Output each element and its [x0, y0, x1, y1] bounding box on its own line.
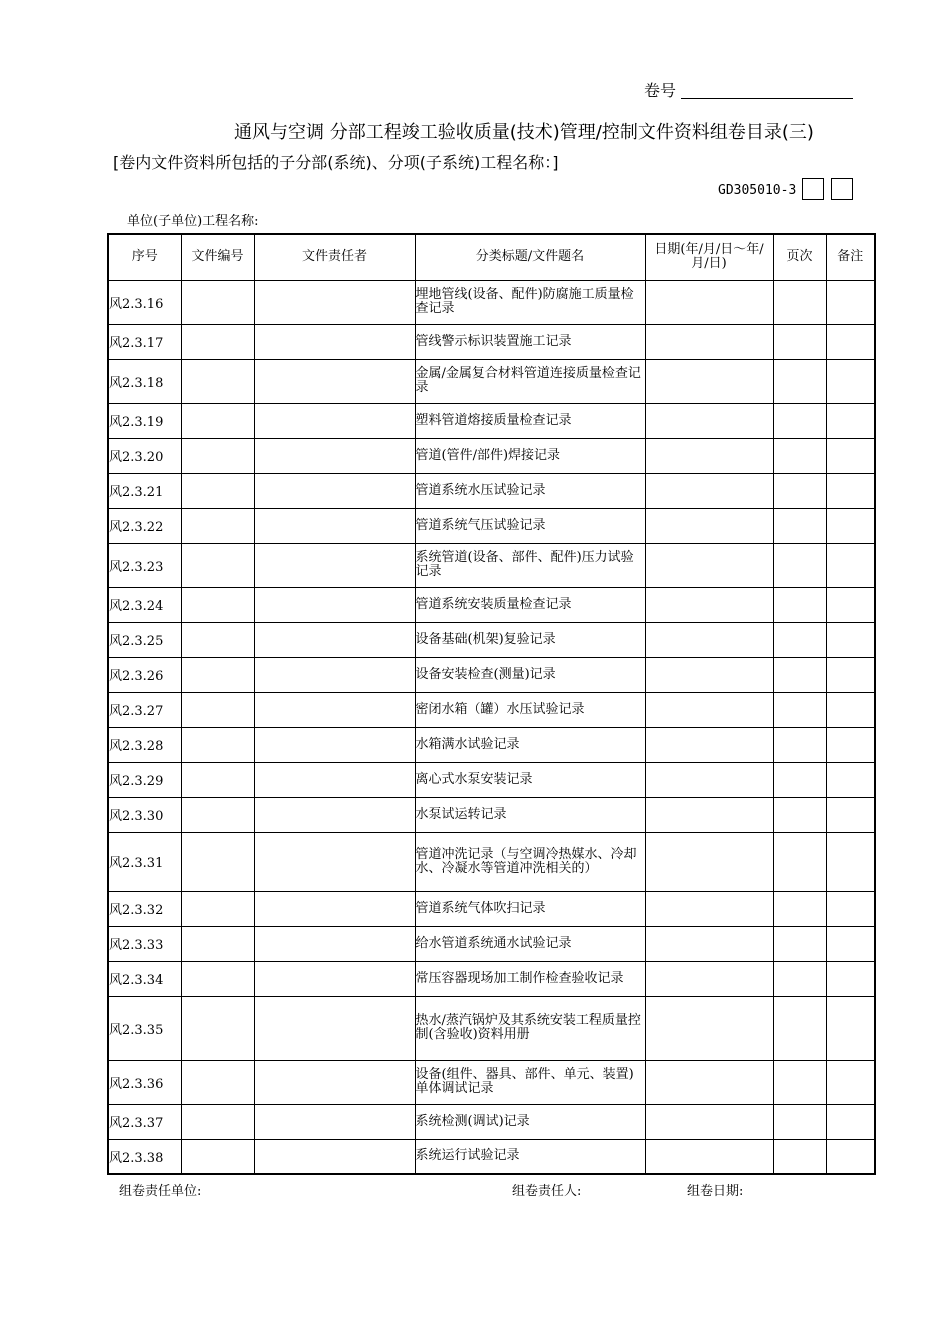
row-pages — [773, 587, 826, 622]
row-date — [645, 1104, 773, 1139]
footer-person-label: 组卷责任人: — [512, 1184, 582, 1199]
code-box-1 — [802, 178, 824, 200]
row-date — [645, 762, 773, 797]
row-pages — [773, 473, 826, 508]
row-pages — [773, 762, 826, 797]
row-date — [645, 587, 773, 622]
row-date — [645, 324, 773, 359]
row-pages — [773, 508, 826, 543]
unit-name-label: 单位(子单位)工程名称: — [127, 214, 259, 229]
row-pages — [773, 832, 826, 891]
row-number: 风2.3.24 — [108, 587, 181, 622]
row-title: 管道系统安装质量检查记录 — [415, 587, 645, 622]
row-title: 管线警示标识装置施工记录 — [415, 324, 645, 359]
row-responsible — [254, 438, 415, 473]
row-remarks — [826, 622, 875, 657]
row-pages — [773, 1104, 826, 1139]
col-header-title: 分类标题/文件题名 — [415, 234, 645, 280]
row-pages — [773, 359, 826, 403]
row-title: 管道系统水压试验记录 — [415, 473, 645, 508]
row-date — [645, 727, 773, 762]
row-remarks — [826, 657, 875, 692]
row-responsible — [254, 403, 415, 438]
row-responsible — [254, 961, 415, 996]
row-title: 塑料管道熔接质量检查记录 — [415, 403, 645, 438]
row-responsible — [254, 797, 415, 832]
table-row — [108, 762, 875, 797]
col-header-responsible: 文件责任者 — [254, 234, 415, 280]
table-row — [108, 727, 875, 762]
row-file-code — [181, 324, 254, 359]
row-date — [645, 280, 773, 324]
row-title: 系统运行试验记录 — [415, 1139, 645, 1174]
table-row — [108, 1060, 875, 1104]
row-title: 密闭水箱（罐）水压试验记录 — [415, 692, 645, 727]
row-date — [645, 832, 773, 891]
row-file-code — [181, 403, 254, 438]
row-number: 风2.3.22 — [108, 508, 181, 543]
row-responsible — [254, 473, 415, 508]
row-title: 离心式水泵安装记录 — [415, 762, 645, 797]
row-file-code — [181, 473, 254, 508]
footer-unit-label: 组卷责任单位: — [119, 1184, 202, 1199]
row-date — [645, 1060, 773, 1104]
row-number: 风2.3.29 — [108, 762, 181, 797]
row-file-code — [181, 692, 254, 727]
table-row — [108, 1139, 875, 1174]
row-number: 风2.3.33 — [108, 926, 181, 961]
row-pages — [773, 1060, 826, 1104]
row-title: 埋地管线(设备、配件)防腐施工质量检查记录 — [415, 280, 645, 324]
row-remarks — [826, 473, 875, 508]
row-number: 风2.3.28 — [108, 727, 181, 762]
row-date — [645, 891, 773, 926]
row-pages — [773, 403, 826, 438]
row-number: 风2.3.35 — [108, 996, 181, 1060]
row-remarks — [826, 543, 875, 587]
row-pages — [773, 280, 826, 324]
row-date — [645, 403, 773, 438]
row-file-code — [181, 926, 254, 961]
table-row — [108, 280, 875, 324]
row-responsible — [254, 1139, 415, 1174]
row-remarks — [826, 797, 875, 832]
row-title: 常压容器现场加工制作检查验收记录 — [415, 961, 645, 996]
file-index-table — [107, 233, 876, 1175]
row-date — [645, 508, 773, 543]
row-title: 设备(组件、器具、部件、单元、装置)单体调试记录 — [415, 1060, 645, 1104]
table-row — [108, 622, 875, 657]
row-number: 风2.3.37 — [108, 1104, 181, 1139]
row-file-code — [181, 359, 254, 403]
row-date — [645, 1139, 773, 1174]
form-code: GD305010-3 — [718, 183, 797, 198]
table-row — [108, 403, 875, 438]
row-responsible — [254, 762, 415, 797]
table-row — [108, 324, 875, 359]
row-responsible — [254, 324, 415, 359]
row-date — [645, 473, 773, 508]
row-responsible — [254, 926, 415, 961]
row-pages — [773, 891, 826, 926]
row-date — [645, 961, 773, 996]
row-file-code — [181, 657, 254, 692]
row-remarks — [826, 692, 875, 727]
row-responsible — [254, 280, 415, 324]
table-row — [108, 692, 875, 727]
row-pages — [773, 727, 826, 762]
col-header-remarks: 备注 — [826, 234, 875, 280]
row-number: 风2.3.21 — [108, 473, 181, 508]
row-file-code — [181, 438, 254, 473]
row-title: 给水管道系统通水试验记录 — [415, 926, 645, 961]
row-date — [645, 996, 773, 1060]
row-file-code — [181, 543, 254, 587]
row-responsible — [254, 543, 415, 587]
code-box-2 — [831, 178, 853, 200]
row-remarks — [826, 1104, 875, 1139]
row-pages — [773, 438, 826, 473]
row-file-code — [181, 832, 254, 891]
row-responsible — [254, 996, 415, 1060]
row-pages — [773, 996, 826, 1060]
row-file-code — [181, 727, 254, 762]
table-row — [108, 587, 875, 622]
row-remarks — [826, 587, 875, 622]
row-remarks — [826, 926, 875, 961]
row-file-code — [181, 1060, 254, 1104]
row-pages — [773, 543, 826, 587]
row-number: 风2.3.34 — [108, 961, 181, 996]
row-responsible — [254, 587, 415, 622]
row-number: 风2.3.38 — [108, 1139, 181, 1174]
footer-date-label: 组卷日期: — [687, 1184, 744, 1199]
row-date — [645, 359, 773, 403]
row-pages — [773, 657, 826, 692]
row-responsible — [254, 657, 415, 692]
row-title: 管道系统气体吹扫记录 — [415, 891, 645, 926]
table-row — [108, 473, 875, 508]
row-file-code — [181, 622, 254, 657]
row-title: 热水/蒸汽锅炉及其系统安装工程质量控制(含验收)资料用册 — [415, 996, 645, 1060]
row-date — [645, 622, 773, 657]
row-remarks — [826, 1060, 875, 1104]
row-number: 风2.3.18 — [108, 359, 181, 403]
row-file-code — [181, 961, 254, 996]
row-title: 水箱满水试验记录 — [415, 727, 645, 762]
row-number: 风2.3.16 — [108, 280, 181, 324]
row-number: 风2.3.26 — [108, 657, 181, 692]
volume-number-line — [681, 98, 853, 99]
row-title: 系统检测(调试)记录 — [415, 1104, 645, 1139]
row-responsible — [254, 622, 415, 657]
row-remarks — [826, 961, 875, 996]
col-header-no: 序号 — [108, 234, 181, 280]
row-remarks — [826, 727, 875, 762]
row-title: 系统管道(设备、部件、配件)压力试验记录 — [415, 543, 645, 587]
row-pages — [773, 622, 826, 657]
table-row — [108, 359, 875, 403]
row-responsible — [254, 1104, 415, 1139]
table-row — [108, 832, 875, 891]
row-title: 管道系统气压试验记录 — [415, 508, 645, 543]
row-title: 设备安装检查(测量)记录 — [415, 657, 645, 692]
row-responsible — [254, 692, 415, 727]
row-pages — [773, 961, 826, 996]
row-responsible — [254, 891, 415, 926]
row-file-code — [181, 762, 254, 797]
row-number: 风2.3.17 — [108, 324, 181, 359]
table-row — [108, 891, 875, 926]
row-remarks — [826, 280, 875, 324]
row-title: 水泵试运转记录 — [415, 797, 645, 832]
row-remarks — [826, 438, 875, 473]
row-number: 风2.3.31 — [108, 832, 181, 891]
row-number: 风2.3.36 — [108, 1060, 181, 1104]
row-file-code — [181, 891, 254, 926]
row-responsible — [254, 1060, 415, 1104]
row-remarks — [826, 508, 875, 543]
table-row — [108, 508, 875, 543]
row-remarks — [826, 359, 875, 403]
row-pages — [773, 1139, 826, 1174]
table-row — [108, 996, 875, 1060]
table-header-row — [108, 234, 875, 280]
table-row — [108, 657, 875, 692]
row-file-code — [181, 996, 254, 1060]
row-number: 风2.3.25 — [108, 622, 181, 657]
row-file-code — [181, 1139, 254, 1174]
table-row — [108, 961, 875, 996]
row-title: 管道冲洗记录（与空调冷热媒水、冷却水、冷凝水等管道冲洗相关的） — [415, 832, 645, 891]
row-responsible — [254, 727, 415, 762]
row-remarks — [826, 996, 875, 1060]
col-header-date: 日期(年/月/日～年/月/日) — [645, 234, 773, 280]
row-number: 风2.3.19 — [108, 403, 181, 438]
volume-label: 卷号 — [644, 81, 677, 100]
row-number: 风2.3.20 — [108, 438, 181, 473]
table-row — [108, 1104, 875, 1139]
row-date — [645, 926, 773, 961]
row-pages — [773, 692, 826, 727]
row-remarks — [826, 324, 875, 359]
row-file-code — [181, 1104, 254, 1139]
row-remarks — [826, 1139, 875, 1174]
row-number: 风2.3.30 — [108, 797, 181, 832]
row-date — [645, 657, 773, 692]
row-title: 金属/金属复合材料管道连接质量检查记录 — [415, 359, 645, 403]
page-subtitle: [卷内文件资料所包括的子分部(系统)、分项(子系统)工程名称：] — [113, 153, 559, 172]
row-date — [645, 692, 773, 727]
row-date — [645, 438, 773, 473]
row-title: 设备基础(机架)复验记录 — [415, 622, 645, 657]
row-date — [645, 797, 773, 832]
row-file-code — [181, 587, 254, 622]
row-responsible — [254, 832, 415, 891]
row-remarks — [826, 762, 875, 797]
row-pages — [773, 797, 826, 832]
page-title: 通风与空调 分部工程竣工验收质量(技术)管理/控制文件资料组卷目录(三) — [234, 122, 814, 143]
row-number: 风2.3.27 — [108, 692, 181, 727]
table-row — [108, 797, 875, 832]
row-remarks — [826, 832, 875, 891]
row-remarks — [826, 403, 875, 438]
col-header-pages: 页次 — [773, 234, 826, 280]
row-date — [645, 543, 773, 587]
row-number: 风2.3.32 — [108, 891, 181, 926]
row-title: 管道(管件/部件)焊接记录 — [415, 438, 645, 473]
row-responsible — [254, 359, 415, 403]
row-remarks — [826, 891, 875, 926]
table-row — [108, 926, 875, 961]
table-row — [108, 543, 875, 587]
row-file-code — [181, 508, 254, 543]
table-row — [108, 438, 875, 473]
row-pages — [773, 926, 826, 961]
row-file-code — [181, 797, 254, 832]
row-number: 风2.3.23 — [108, 543, 181, 587]
row-responsible — [254, 508, 415, 543]
row-file-code — [181, 280, 254, 324]
col-header-file-code: 文件编号 — [181, 234, 254, 280]
row-pages — [773, 324, 826, 359]
